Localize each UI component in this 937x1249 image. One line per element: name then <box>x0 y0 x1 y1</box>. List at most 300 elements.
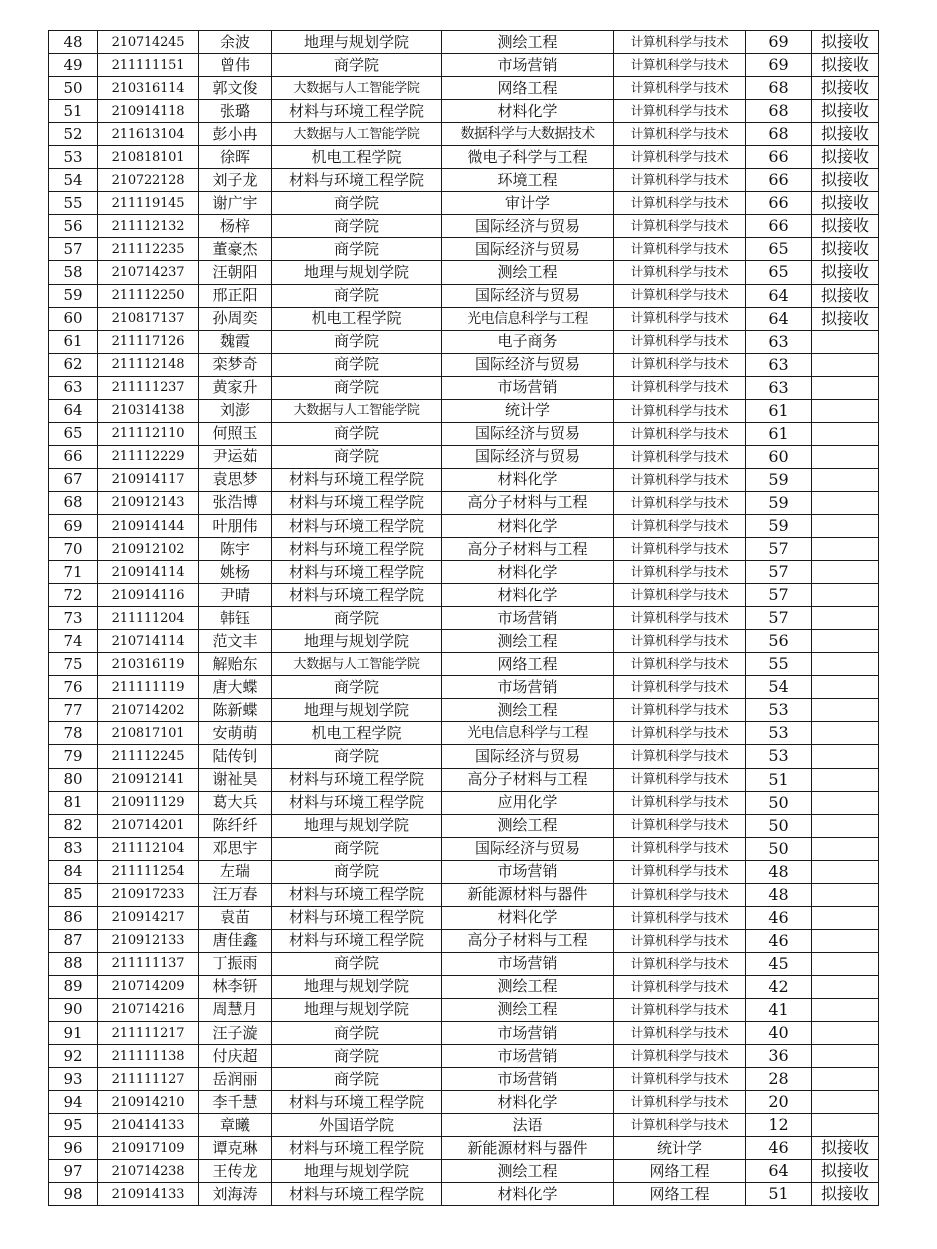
score-cell: 68 <box>746 100 812 123</box>
result-cell <box>812 1045 879 1068</box>
result-cell <box>812 491 879 514</box>
result-cell: 拟接收 <box>812 1183 879 1206</box>
major-cell: 市场营销 <box>442 1068 614 1091</box>
table-row <box>49 768 879 791</box>
row-number-cell: 50 <box>49 77 98 100</box>
result-cell: 拟接收 <box>812 54 879 77</box>
target-major-cell: 计算机科学与技术 <box>614 146 746 169</box>
result-cell <box>812 514 879 537</box>
target-major-cell: 计算机科学与技术 <box>614 330 746 353</box>
table-row <box>49 952 879 975</box>
score-cell: 63 <box>746 353 812 376</box>
score-cell: 59 <box>746 468 812 491</box>
target-major-cell: 计算机科学与技术 <box>614 353 746 376</box>
college-cell: 地理与规划学院 <box>272 699 442 722</box>
table-row <box>49 561 879 584</box>
score-cell: 36 <box>746 1045 812 1068</box>
table-row <box>49 307 879 330</box>
target-major-cell: 计算机科学与技术 <box>614 538 746 561</box>
table-row <box>49 653 879 676</box>
result-cell <box>812 998 879 1021</box>
result-cell <box>812 353 879 376</box>
college-cell: 商学院 <box>272 860 442 883</box>
score-cell: 50 <box>746 791 812 814</box>
result-cell <box>812 607 879 630</box>
college-cell: 商学院 <box>272 353 442 376</box>
result-cell <box>812 1091 879 1114</box>
result-cell: 拟接收 <box>812 215 879 238</box>
college-cell: 材料与环境工程学院 <box>272 791 442 814</box>
result-cell: 拟接收 <box>812 77 879 100</box>
row-number-cell: 98 <box>49 1183 98 1206</box>
major-cell: 测绘工程 <box>442 1160 614 1183</box>
college-cell: 材料与环境工程学院 <box>272 883 442 906</box>
student-name-cell: 郭文俊 <box>199 77 272 100</box>
row-number-cell: 93 <box>49 1068 98 1091</box>
major-cell: 材料化学 <box>442 468 614 491</box>
target-major-cell: 计算机科学与技术 <box>614 630 746 653</box>
college-cell: 商学院 <box>272 422 442 445</box>
table-row <box>49 146 879 169</box>
student-name-cell: 张浩博 <box>199 491 272 514</box>
score-cell: 65 <box>746 238 812 261</box>
college-cell: 商学院 <box>272 676 442 699</box>
student-id-cell: 211111254 <box>98 860 199 883</box>
result-cell <box>812 860 879 883</box>
target-major-cell: 计算机科学与技术 <box>614 561 746 584</box>
student-id-cell: 210914210 <box>98 1091 199 1114</box>
student-id-cell: 211112104 <box>98 837 199 860</box>
target-major-cell: 计算机科学与技术 <box>614 1045 746 1068</box>
target-major-cell: 计算机科学与技术 <box>614 514 746 537</box>
score-cell: 69 <box>746 31 812 54</box>
major-cell: 高分子材料与工程 <box>442 929 614 952</box>
result-cell <box>812 791 879 814</box>
result-cell <box>812 1022 879 1045</box>
college-cell: 商学院 <box>272 445 442 468</box>
major-cell: 市场营销 <box>442 952 614 975</box>
major-cell: 材料化学 <box>442 100 614 123</box>
student-name-cell: 安萌萌 <box>199 722 272 745</box>
student-id-cell: 210914117 <box>98 468 199 491</box>
major-cell: 数据科学与大数据技术 <box>442 123 614 146</box>
major-cell: 光电信息科学与工程 <box>442 307 614 330</box>
row-number-cell: 62 <box>49 353 98 376</box>
student-id-cell: 210817137 <box>98 307 199 330</box>
score-cell: 48 <box>746 860 812 883</box>
major-cell: 市场营销 <box>442 607 614 630</box>
row-number-cell: 71 <box>49 561 98 584</box>
result-cell <box>812 1068 879 1091</box>
major-cell: 网络工程 <box>442 653 614 676</box>
student-id-cell: 211613104 <box>98 123 199 146</box>
table-row <box>49 791 879 814</box>
student-id-cell: 210914144 <box>98 514 199 537</box>
student-name-cell: 邓思宇 <box>199 837 272 860</box>
college-cell: 材料与环境工程学院 <box>272 1183 442 1206</box>
target-major-cell: 计算机科学与技术 <box>614 883 746 906</box>
row-number-cell: 96 <box>49 1137 98 1160</box>
student-id-cell: 211112132 <box>98 215 199 238</box>
target-major-cell: 计算机科学与技术 <box>614 284 746 307</box>
major-cell: 国际经济与贸易 <box>442 215 614 238</box>
table-row <box>49 929 879 952</box>
student-name-cell: 解贻东 <box>199 653 272 676</box>
table-row <box>49 630 879 653</box>
score-cell: 55 <box>746 653 812 676</box>
student-name-cell: 孙周奕 <box>199 307 272 330</box>
result-cell: 拟接收 <box>812 100 879 123</box>
major-cell: 高分子材料与工程 <box>442 538 614 561</box>
target-major-cell: 计算机科学与技术 <box>614 745 746 768</box>
student-id-cell: 210414133 <box>98 1114 199 1137</box>
row-number-cell: 52 <box>49 123 98 146</box>
table-row <box>49 906 879 929</box>
target-major-cell: 计算机科学与技术 <box>614 791 746 814</box>
college-cell: 地理与规划学院 <box>272 261 442 284</box>
college-cell: 商学院 <box>272 376 442 399</box>
row-number-cell: 69 <box>49 514 98 537</box>
table-row <box>49 100 879 123</box>
college-cell: 地理与规划学院 <box>272 975 442 998</box>
college-cell: 材料与环境工程学院 <box>272 1137 442 1160</box>
college-cell: 材料与环境工程学院 <box>272 468 442 491</box>
student-id-cell: 210714114 <box>98 630 199 653</box>
target-major-cell: 计算机科学与技术 <box>614 238 746 261</box>
target-major-cell: 计算机科学与技术 <box>614 607 746 630</box>
student-id-cell: 211111127 <box>98 1068 199 1091</box>
major-cell: 市场营销 <box>442 1022 614 1045</box>
row-number-cell: 65 <box>49 422 98 445</box>
table-body <box>49 31 879 1206</box>
target-major-cell: 计算机科学与技术 <box>614 192 746 215</box>
score-cell: 66 <box>746 192 812 215</box>
table-row <box>49 676 879 699</box>
college-cell: 商学院 <box>272 607 442 630</box>
major-cell: 测绘工程 <box>442 630 614 653</box>
student-id-cell: 210912102 <box>98 538 199 561</box>
table-row <box>49 261 879 284</box>
student-name-cell: 尹运茹 <box>199 445 272 468</box>
row-number-cell: 49 <box>49 54 98 77</box>
college-cell: 商学院 <box>272 745 442 768</box>
target-major-cell: 计算机科学与技术 <box>614 376 746 399</box>
table-row <box>49 1183 879 1206</box>
student-id-cell: 211112245 <box>98 745 199 768</box>
score-cell: 48 <box>746 883 812 906</box>
student-id-cell: 210917233 <box>98 883 199 906</box>
college-cell: 材料与环境工程学院 <box>272 929 442 952</box>
student-name-cell: 刘子龙 <box>199 169 272 192</box>
college-cell: 商学院 <box>272 215 442 238</box>
row-number-cell: 74 <box>49 630 98 653</box>
row-number-cell: 95 <box>49 1114 98 1137</box>
row-number-cell: 59 <box>49 284 98 307</box>
table-row <box>49 1022 879 1045</box>
college-cell: 材料与环境工程学院 <box>272 1091 442 1114</box>
target-major-cell: 计算机科学与技术 <box>614 1022 746 1045</box>
table-row <box>49 468 879 491</box>
result-cell <box>812 975 879 998</box>
result-cell <box>812 722 879 745</box>
score-cell: 40 <box>746 1022 812 1045</box>
major-cell: 测绘工程 <box>442 975 614 998</box>
student-name-cell: 何照玉 <box>199 422 272 445</box>
table-row <box>49 814 879 837</box>
college-cell: 大数据与人工智能学院 <box>272 653 442 676</box>
major-cell: 市场营销 <box>442 376 614 399</box>
college-cell: 机电工程学院 <box>272 146 442 169</box>
table-row <box>49 699 879 722</box>
student-name-cell: 陈纤纤 <box>199 814 272 837</box>
result-cell: 拟接收 <box>812 31 879 54</box>
result-cell <box>812 399 879 422</box>
table-row <box>49 745 879 768</box>
college-cell: 材料与环境工程学院 <box>272 169 442 192</box>
student-name-cell: 周慧月 <box>199 998 272 1021</box>
target-major-cell: 计算机科学与技术 <box>614 676 746 699</box>
result-cell: 拟接收 <box>812 123 879 146</box>
score-cell: 46 <box>746 1137 812 1160</box>
score-cell: 42 <box>746 975 812 998</box>
major-cell: 测绘工程 <box>442 261 614 284</box>
student-name-cell: 姚杨 <box>199 561 272 584</box>
college-cell: 商学院 <box>272 192 442 215</box>
row-number-cell: 57 <box>49 238 98 261</box>
major-cell: 新能源材料与器件 <box>442 883 614 906</box>
target-major-cell: 计算机科学与技术 <box>614 399 746 422</box>
row-number-cell: 79 <box>49 745 98 768</box>
result-cell: 拟接收 <box>812 169 879 192</box>
college-cell: 地理与规划学院 <box>272 630 442 653</box>
target-major-cell: 计算机科学与技术 <box>614 1114 746 1137</box>
target-major-cell: 计算机科学与技术 <box>614 975 746 998</box>
score-cell: 63 <box>746 376 812 399</box>
table-row <box>49 330 879 353</box>
table-row <box>49 1160 879 1183</box>
student-id-cell: 211111237 <box>98 376 199 399</box>
college-cell: 材料与环境工程学院 <box>272 491 442 514</box>
row-number-cell: 64 <box>49 399 98 422</box>
table-row <box>49 514 879 537</box>
result-cell <box>812 929 879 952</box>
student-id-cell: 210316119 <box>98 653 199 676</box>
table-row <box>49 77 879 100</box>
result-cell: 拟接收 <box>812 146 879 169</box>
student-id-cell: 211112235 <box>98 238 199 261</box>
student-name-cell: 王传龙 <box>199 1160 272 1183</box>
result-cell: 拟接收 <box>812 238 879 261</box>
target-major-cell: 计算机科学与技术 <box>614 1068 746 1091</box>
row-number-cell: 66 <box>49 445 98 468</box>
result-cell <box>812 1114 879 1137</box>
target-major-cell: 计算机科学与技术 <box>614 584 746 607</box>
table-row <box>49 215 879 238</box>
row-number-cell: 58 <box>49 261 98 284</box>
student-id-cell: 210914133 <box>98 1183 199 1206</box>
major-cell: 国际经济与贸易 <box>442 238 614 261</box>
college-cell: 材料与环境工程学院 <box>272 906 442 929</box>
college-cell: 地理与规划学院 <box>272 998 442 1021</box>
result-cell <box>812 584 879 607</box>
college-cell: 商学院 <box>272 54 442 77</box>
row-number-cell: 75 <box>49 653 98 676</box>
score-cell: 57 <box>746 538 812 561</box>
table-row <box>49 238 879 261</box>
major-cell: 市场营销 <box>442 676 614 699</box>
student-name-cell: 汪子漩 <box>199 1022 272 1045</box>
major-cell: 国际经济与贸易 <box>442 284 614 307</box>
target-major-cell: 计算机科学与技术 <box>614 261 746 284</box>
score-cell: 45 <box>746 952 812 975</box>
student-id-cell: 210912143 <box>98 491 199 514</box>
major-cell: 统计学 <box>442 399 614 422</box>
student-id-cell: 210714209 <box>98 975 199 998</box>
student-name-cell: 唐大蝶 <box>199 676 272 699</box>
major-cell: 环境工程 <box>442 169 614 192</box>
row-number-cell: 67 <box>49 468 98 491</box>
score-cell: 28 <box>746 1068 812 1091</box>
target-major-cell: 计算机科学与技术 <box>614 699 746 722</box>
student-id-cell: 211111204 <box>98 607 199 630</box>
college-cell: 材料与环境工程学院 <box>272 768 442 791</box>
student-id-cell: 211111151 <box>98 54 199 77</box>
table-row <box>49 1114 879 1137</box>
score-cell: 50 <box>746 814 812 837</box>
major-cell: 审计学 <box>442 192 614 215</box>
table-row <box>49 399 879 422</box>
major-cell: 材料化学 <box>442 906 614 929</box>
table-row <box>49 353 879 376</box>
row-number-cell: 61 <box>49 330 98 353</box>
college-cell: 商学院 <box>272 330 442 353</box>
student-name-cell: 付庆超 <box>199 1045 272 1068</box>
score-cell: 50 <box>746 837 812 860</box>
target-major-cell: 计算机科学与技术 <box>614 653 746 676</box>
major-cell: 材料化学 <box>442 1091 614 1114</box>
student-name-cell: 彭小冉 <box>199 123 272 146</box>
table-row <box>49 284 879 307</box>
major-cell: 高分子材料与工程 <box>442 491 614 514</box>
result-cell <box>812 561 879 584</box>
student-name-cell: 唐佳鑫 <box>199 929 272 952</box>
major-cell: 材料化学 <box>442 514 614 537</box>
target-major-cell: 网络工程 <box>614 1183 746 1206</box>
student-id-cell: 210714216 <box>98 998 199 1021</box>
row-number-cell: 85 <box>49 883 98 906</box>
major-cell: 测绘工程 <box>442 699 614 722</box>
college-cell: 商学院 <box>272 952 442 975</box>
student-name-cell: 谢广宇 <box>199 192 272 215</box>
student-name-cell: 汪朝阳 <box>199 261 272 284</box>
table-row <box>49 123 879 146</box>
student-id-cell: 211112148 <box>98 353 199 376</box>
student-name-cell: 岳润丽 <box>199 1068 272 1091</box>
student-name-cell: 陈宇 <box>199 538 272 561</box>
result-cell: 拟接收 <box>812 307 879 330</box>
row-number-cell: 83 <box>49 837 98 860</box>
transfer-results-table <box>48 30 879 1206</box>
score-cell: 51 <box>746 768 812 791</box>
table-row <box>49 860 879 883</box>
student-id-cell: 210714245 <box>98 31 199 54</box>
row-number-cell: 56 <box>49 215 98 238</box>
table-row <box>49 422 879 445</box>
table-row <box>49 31 879 54</box>
row-number-cell: 53 <box>49 146 98 169</box>
major-cell: 电子商务 <box>442 330 614 353</box>
row-number-cell: 90 <box>49 998 98 1021</box>
score-cell: 63 <box>746 330 812 353</box>
row-number-cell: 97 <box>49 1160 98 1183</box>
student-id-cell: 211111138 <box>98 1045 199 1068</box>
score-cell: 46 <box>746 929 812 952</box>
major-cell: 新能源材料与器件 <box>442 1137 614 1160</box>
student-id-cell: 210912141 <box>98 768 199 791</box>
target-major-cell: 计算机科学与技术 <box>614 998 746 1021</box>
student-name-cell: 袁苗 <box>199 906 272 929</box>
student-name-cell: 黄家升 <box>199 376 272 399</box>
student-name-cell: 尹晴 <box>199 584 272 607</box>
score-cell: 53 <box>746 699 812 722</box>
result-cell <box>812 768 879 791</box>
major-cell: 应用化学 <box>442 791 614 814</box>
student-id-cell: 210914217 <box>98 906 199 929</box>
student-name-cell: 余波 <box>199 31 272 54</box>
college-cell: 商学院 <box>272 837 442 860</box>
target-major-cell: 计算机科学与技术 <box>614 860 746 883</box>
student-id-cell: 210714238 <box>98 1160 199 1183</box>
result-cell: 拟接收 <box>812 1137 879 1160</box>
row-number-cell: 92 <box>49 1045 98 1068</box>
score-cell: 54 <box>746 676 812 699</box>
student-id-cell: 210914116 <box>98 584 199 607</box>
student-id-cell: 211112229 <box>98 445 199 468</box>
student-id-cell: 210314138 <box>98 399 199 422</box>
student-id-cell: 210914118 <box>98 100 199 123</box>
student-name-cell: 魏霞 <box>199 330 272 353</box>
table-row <box>49 607 879 630</box>
table-row <box>49 837 879 860</box>
table-row <box>49 445 879 468</box>
result-cell <box>812 837 879 860</box>
target-major-cell: 计算机科学与技术 <box>614 307 746 330</box>
score-cell: 68 <box>746 123 812 146</box>
student-name-cell: 叶朋伟 <box>199 514 272 537</box>
college-cell: 地理与规划学院 <box>272 31 442 54</box>
major-cell: 法语 <box>442 1114 614 1137</box>
college-cell: 地理与规划学院 <box>272 1160 442 1183</box>
table-row <box>49 54 879 77</box>
major-cell: 国际经济与贸易 <box>442 745 614 768</box>
row-number-cell: 78 <box>49 722 98 745</box>
college-cell: 大数据与人工智能学院 <box>272 77 442 100</box>
college-cell: 商学院 <box>272 238 442 261</box>
score-cell: 59 <box>746 514 812 537</box>
target-major-cell: 网络工程 <box>614 1160 746 1183</box>
score-cell: 64 <box>746 284 812 307</box>
student-id-cell: 211117126 <box>98 330 199 353</box>
score-cell: 61 <box>746 422 812 445</box>
score-cell: 61 <box>746 399 812 422</box>
result-cell <box>812 883 879 906</box>
major-cell: 网络工程 <box>442 77 614 100</box>
student-id-cell: 210914114 <box>98 561 199 584</box>
target-major-cell: 计算机科学与技术 <box>614 422 746 445</box>
row-number-cell: 76 <box>49 676 98 699</box>
score-cell: 66 <box>746 215 812 238</box>
college-cell: 商学院 <box>272 1068 442 1091</box>
